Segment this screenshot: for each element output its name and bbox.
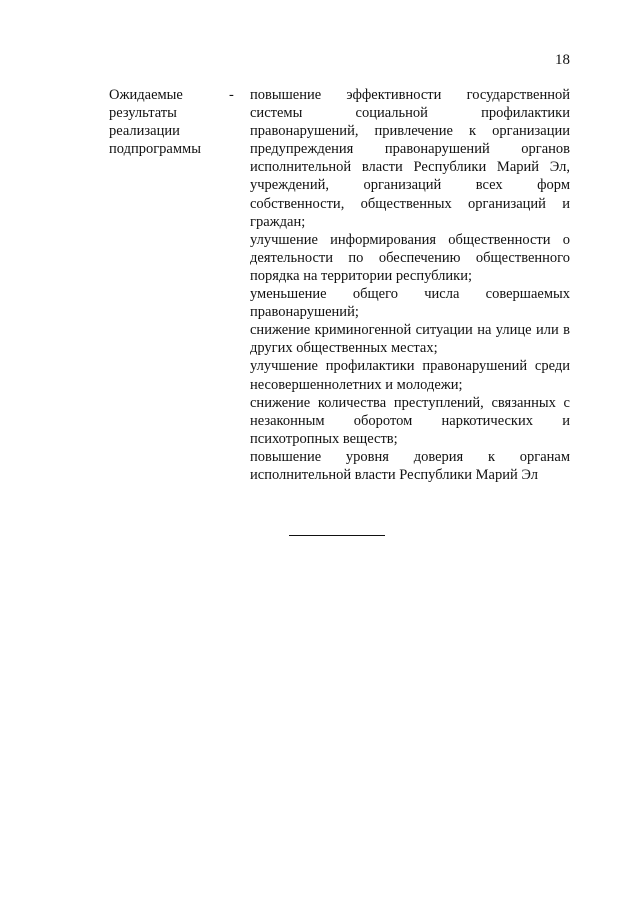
page-number: 18 — [555, 52, 570, 68]
result-item: снижение криминогенной ситуации на улице или в других общественных местах; — [250, 322, 570, 357]
row-value-list — [250, 86, 570, 484]
result-item: повышение уровня доверия к органам исполнительной власти Республики Марий Эл — [250, 448, 570, 483]
result-item: улучшение профилактики правонарушений среди несовершеннолетних и молодежи; — [250, 358, 570, 393]
result-item: уменьшение общего числа совершаемых правонарушений; — [250, 286, 570, 321]
row-separator-dash: - — [229, 87, 234, 103]
result-item: улучшение информирования общественности о деятельности по обеспечению общественного порядка на территории республики; — [250, 231, 570, 284]
result-item: повышение эффективности государственной системы социальной профилактики правонарушений, привлечение к организации предупреждения правонарушений органов исполнительной власти Республики Марий Эл, учреждений, организаций всех форм собственности, общественных организаций и граждан; — [250, 87, 570, 230]
closing-divider-line — [289, 535, 385, 536]
row-label: Ожидаемые результаты реализации подпрограммы — [109, 87, 201, 158]
result-item: снижение количества преступлений, связанных с незаконным оборотом наркотических и психотропных веществ; — [250, 394, 570, 447]
